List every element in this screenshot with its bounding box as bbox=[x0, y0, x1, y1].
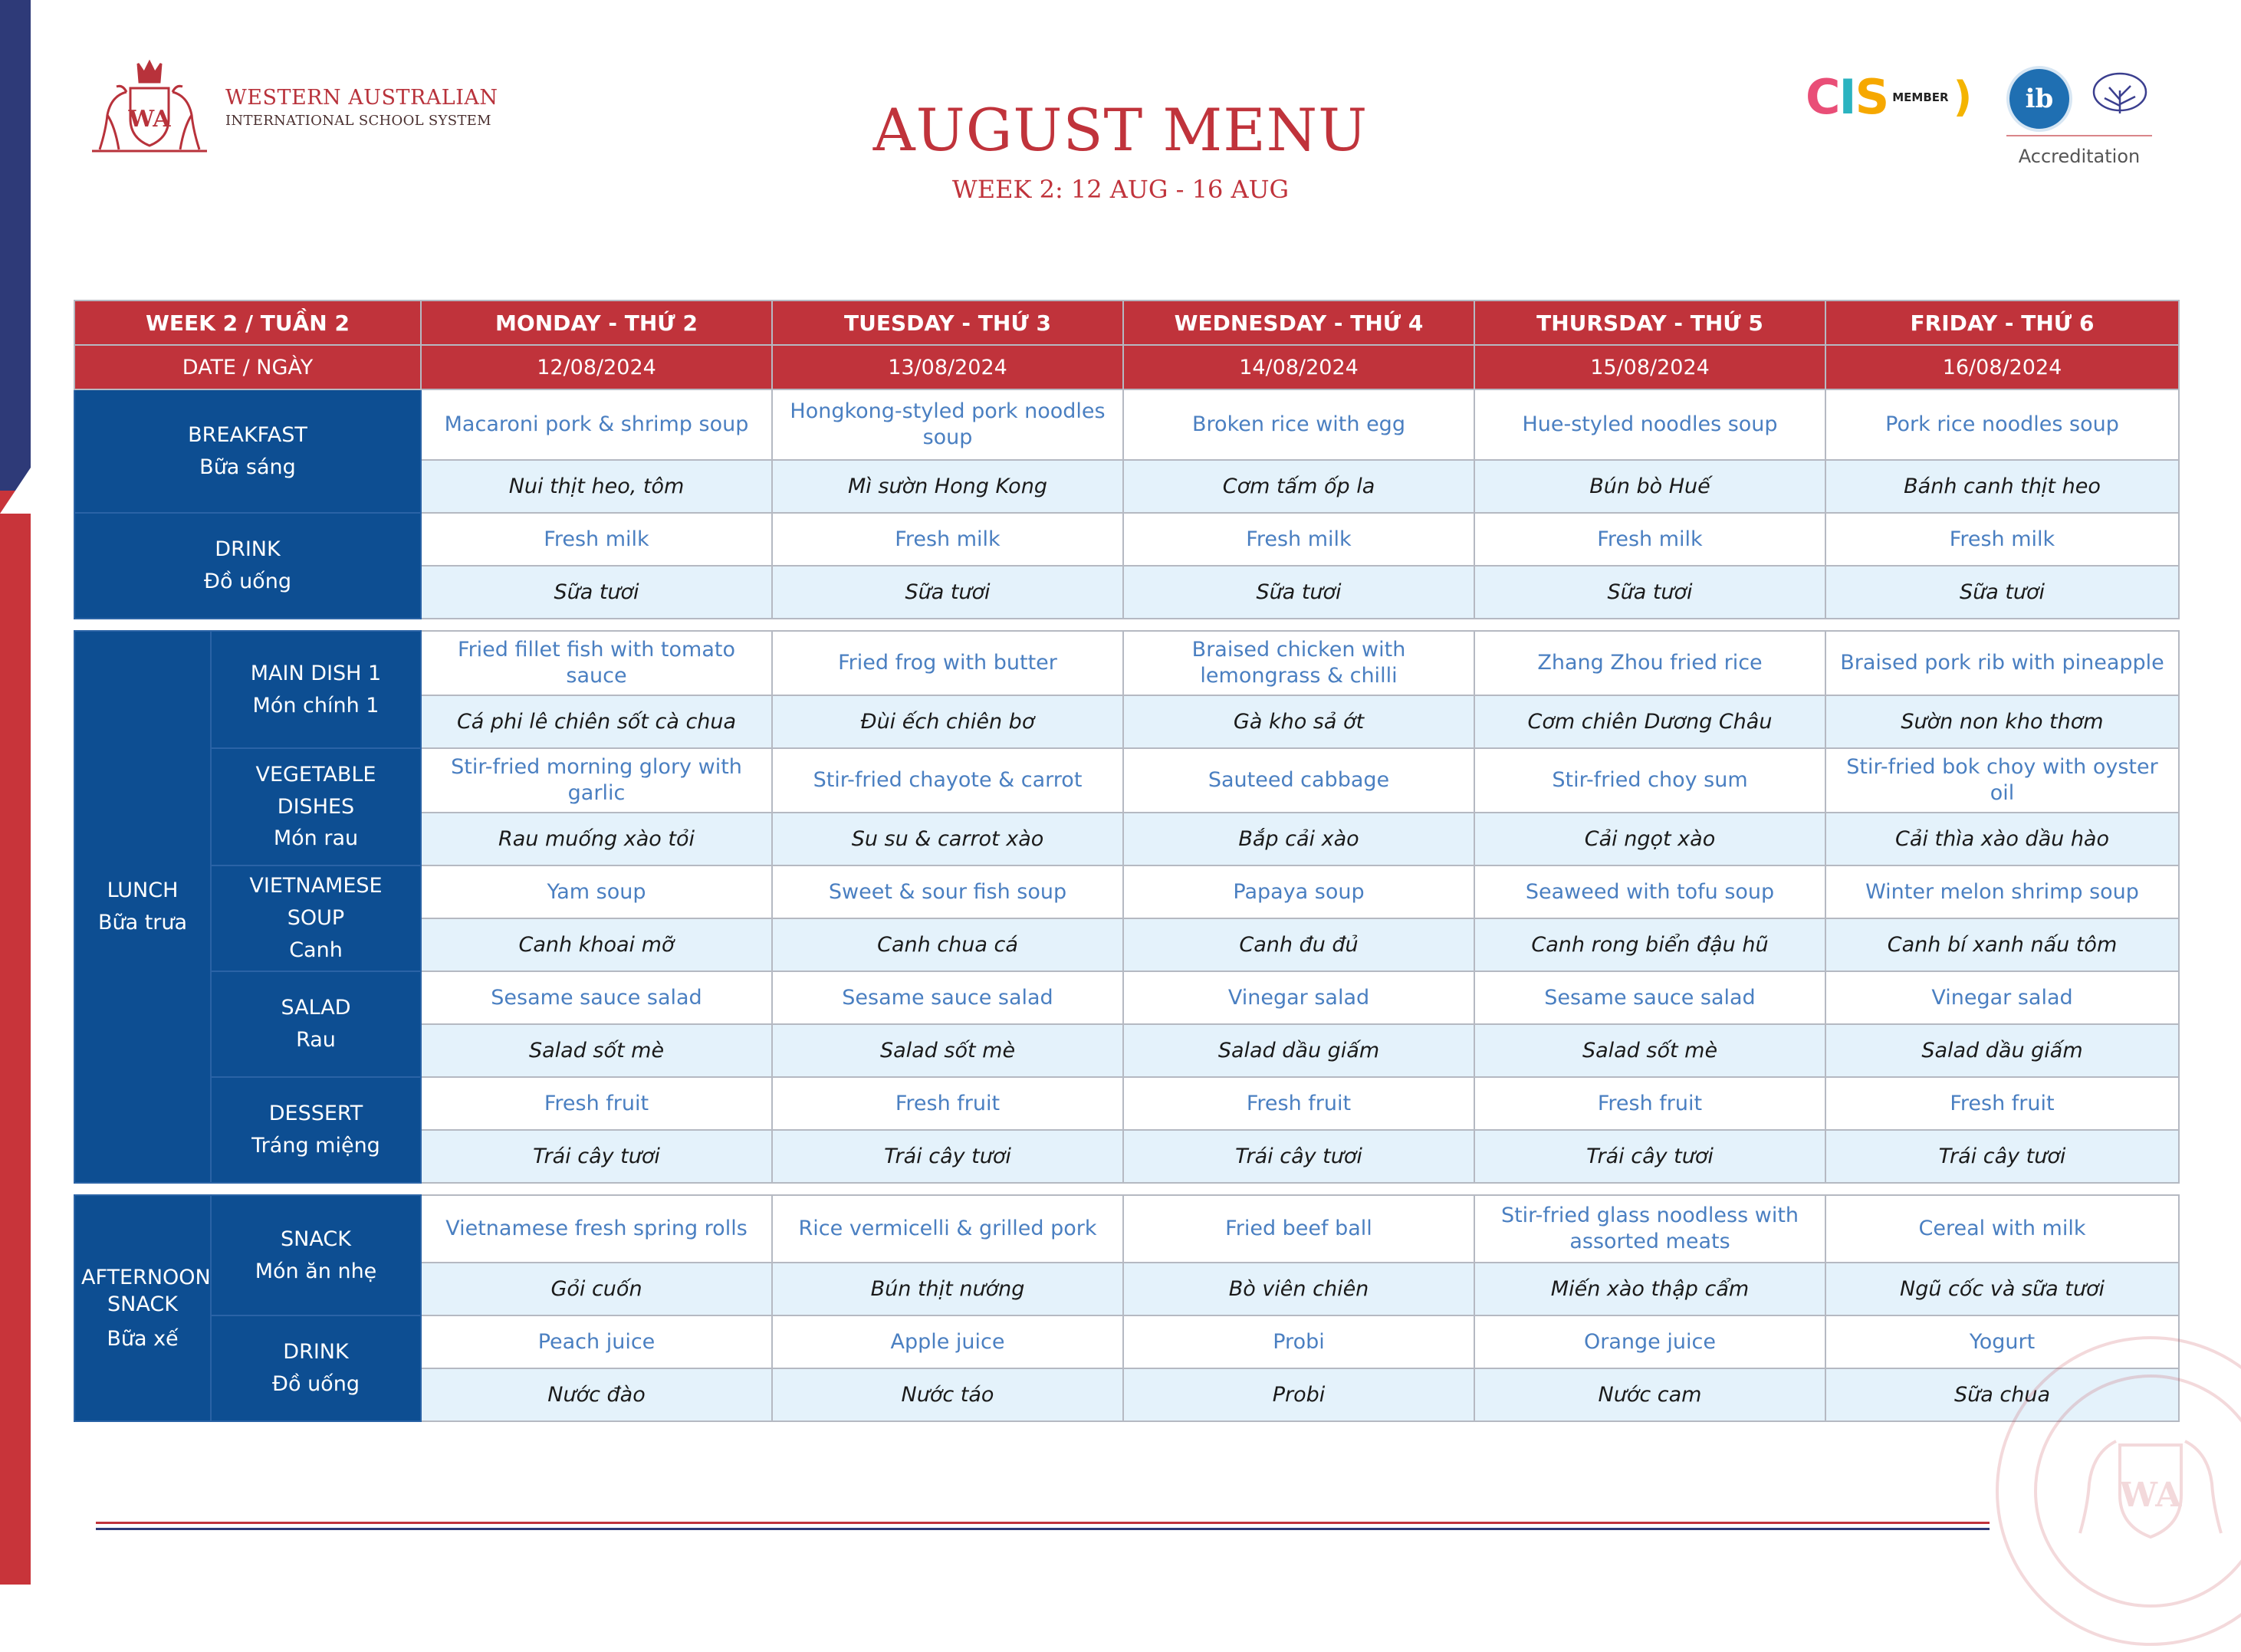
menu-cell-vn: Bánh canh thịt heo bbox=[1825, 460, 2179, 513]
menu-cell-vn: Canh chua cá bbox=[772, 918, 1123, 971]
menu-cell-vn: Canh bí xanh nấu tôm bbox=[1825, 918, 2179, 971]
dessert-label-vn: Tráng miệng bbox=[251, 1134, 380, 1158]
menu-cell-vn: Sữa chua bbox=[1825, 1368, 2179, 1421]
menu-cell-en: Fried frog with butter bbox=[772, 631, 1123, 695]
date-row bbox=[74, 345, 2179, 389]
menu-cell-vn: Bún bò Huế bbox=[1474, 460, 1825, 513]
menu-cell-vn: Sữa tươi bbox=[1474, 566, 1825, 619]
menu-table bbox=[74, 300, 2180, 1422]
ib-logo: ib bbox=[2006, 66, 2072, 132]
menu-cell-en: Stir-fried choy sum bbox=[1474, 748, 1825, 813]
lunch-label-en: LUNCH bbox=[107, 879, 179, 903]
vegetable-english-row bbox=[74, 748, 2179, 813]
menu-cell-vn: Cải ngọt xào bbox=[1474, 813, 1825, 865]
menu-cell-vn: Trái cây tươi bbox=[421, 1130, 772, 1183]
menu-cell-vn: Cơm tấm ốp la bbox=[1123, 460, 1474, 513]
menu-cell-en: Hue-styled noodles soup bbox=[1474, 389, 1825, 460]
menu-cell-en: Macaroni pork & shrimp soup bbox=[421, 389, 772, 460]
snack-category bbox=[211, 1195, 421, 1315]
afternoon-drink-category bbox=[211, 1315, 421, 1421]
menu-cell-vn: Nước táo bbox=[772, 1368, 1123, 1421]
accreditation-label: Accreditation bbox=[2018, 146, 2141, 167]
menu-cell-vn: Miến xào thập cẩm bbox=[1474, 1263, 1825, 1315]
breakfast-category bbox=[74, 389, 421, 513]
date-wednesday: 14/08/2024 bbox=[1123, 345, 1474, 389]
menu-cell-en: Stir-fried morning glory with garlic bbox=[421, 748, 772, 813]
snack-label-en: SNACK bbox=[281, 1227, 351, 1251]
menu-cell-en: Braised pork rib with pineapple bbox=[1825, 631, 2179, 695]
footer-line-red bbox=[96, 1522, 1990, 1524]
menu-cell-en: Braised chicken with lemongrass & chilli bbox=[1123, 631, 1474, 695]
menu-cell-vn: Nước cam bbox=[1474, 1368, 1825, 1421]
snack-label-vn: Món ăn nhẹ bbox=[255, 1259, 377, 1283]
menu-cell-vn: Trái cây tươi bbox=[1825, 1130, 2179, 1183]
menu-cell-vn: Mì sườn Hong Kong bbox=[772, 460, 1123, 513]
menu-cell-en: Sauteed cabbage bbox=[1123, 748, 1474, 813]
watermark-seal-icon bbox=[1990, 1330, 2241, 1652]
lunch-category bbox=[74, 631, 211, 1183]
dessert-category bbox=[211, 1077, 421, 1183]
menu-cell-en: Vinegar salad bbox=[1123, 971, 1474, 1024]
vegetable-label-vn: Món rau bbox=[273, 826, 359, 851]
menu-cell-en: Vietnamese fresh spring rolls bbox=[421, 1195, 772, 1263]
menu-cell-vn: Salad dầu giấm bbox=[1825, 1024, 2179, 1077]
svg-text:WA: WA bbox=[128, 106, 171, 133]
menu-cell-en: Zhang Zhou fried rice bbox=[1474, 631, 1825, 695]
menu-cell-vn: Salad dầu giấm bbox=[1123, 1024, 1474, 1077]
menu-cell-vn: Gỏi cuốn bbox=[421, 1263, 772, 1315]
menu-cell-en: Stir-fried chayote & carrot bbox=[772, 748, 1123, 813]
section-gap bbox=[74, 1183, 2179, 1195]
cis-logo-text: CIS bbox=[1806, 69, 1888, 125]
menu-cell-vn: Trái cây tươi bbox=[1474, 1130, 1825, 1183]
section-gap bbox=[74, 619, 2179, 631]
salad-label-en: SALAD bbox=[281, 996, 351, 1020]
menu-cell-en: Fresh fruit bbox=[772, 1077, 1123, 1130]
menu-cell-vn: Canh rong biển đậu hũ bbox=[1474, 918, 1825, 971]
menu-cell-en: Probi bbox=[1123, 1315, 1474, 1368]
footer-line-blue bbox=[96, 1528, 1990, 1530]
menu-cell-vn: Cá phi lê chiên sốt cà chua bbox=[421, 695, 772, 748]
menu-cell-vn: Bún thịt nướng bbox=[772, 1263, 1123, 1315]
menu-cell-en: Hongkong-styled pork noodles soup bbox=[772, 389, 1123, 460]
main-dish-label-en: MAIN DISH 1 bbox=[250, 661, 382, 685]
soup-label-vn: Canh bbox=[289, 938, 343, 962]
vegetable-label-en: VEGETABLE DISHES bbox=[255, 762, 376, 819]
menu-cell-en: Seaweed with tofu soup bbox=[1474, 865, 1825, 918]
breakfast-english-row bbox=[74, 389, 2179, 460]
menu-cell-vn: Đùi ếch chiên bơ bbox=[772, 695, 1123, 748]
menu-cell-en: Fresh milk bbox=[1825, 513, 2179, 566]
day-header-wednesday: WEDNESDAY - THỨ 4 bbox=[1123, 301, 1474, 345]
menu-cell-vn: Su su & carrot xào bbox=[772, 813, 1123, 865]
menu-cell-en: Pork rice noodles soup bbox=[1825, 389, 2179, 460]
page-title: AUGUST MENU bbox=[872, 96, 1369, 164]
table-header-row bbox=[74, 301, 2179, 345]
date-label: DATE / NGÀY bbox=[74, 345, 421, 389]
salad-category bbox=[211, 971, 421, 1077]
date-thursday: 15/08/2024 bbox=[1474, 345, 1825, 389]
afternoon-drink-label-vn: Đồ uống bbox=[272, 1372, 360, 1396]
menu-cell-en: Stir-fried glass noodless with assorted meats bbox=[1474, 1195, 1825, 1263]
menu-cell-vn: Sườn non kho thơm bbox=[1825, 695, 2179, 748]
vegetable-category bbox=[211, 748, 421, 865]
menu-cell-en: Fresh fruit bbox=[1825, 1077, 2179, 1130]
menu-cell-en: Rice vermicelli & grilled pork bbox=[772, 1195, 1123, 1263]
menu-cell-en: Fried beef ball bbox=[1123, 1195, 1474, 1263]
left-stripe-notch bbox=[0, 468, 31, 514]
cis-bracket-icon: ) bbox=[1953, 73, 1973, 121]
school-name-line2: INTERNATIONAL SCHOOL SYSTEM bbox=[225, 113, 491, 129]
menu-cell-vn: Sữa tươi bbox=[1825, 566, 2179, 619]
menu-cell-en: Peach juice bbox=[421, 1315, 772, 1368]
main-dish-english-row bbox=[74, 631, 2179, 695]
day-header-thursday: THURSDAY - THỨ 5 bbox=[1474, 301, 1825, 345]
left-stripe-red bbox=[0, 491, 31, 1585]
left-stripe-blue bbox=[0, 0, 31, 491]
accreditation-divider bbox=[2006, 135, 2152, 136]
afternoon-drink-english-row bbox=[74, 1315, 2179, 1368]
menu-cell-en: Yam soup bbox=[421, 865, 772, 918]
menu-cell-en: Vinegar salad bbox=[1825, 971, 2179, 1024]
breakfast-label-en: BREAKFAST bbox=[188, 422, 307, 447]
menu-cell-en: Sweet & sour fish soup bbox=[772, 865, 1123, 918]
menu-cell-vn: Cải thìa xào dầu hào bbox=[1825, 813, 2179, 865]
menu-cell-vn: Cơm chiên Dương Châu bbox=[1474, 695, 1825, 748]
page-subtitle: WEEK 2: 12 AUG - 16 AUG bbox=[951, 175, 1290, 204]
date-monday: 12/08/2024 bbox=[421, 345, 772, 389]
dessert-english-row bbox=[74, 1077, 2179, 1130]
menu-cell-en: Sesame sauce salad bbox=[421, 971, 772, 1024]
menu-cell-en: Fresh fruit bbox=[421, 1077, 772, 1130]
breakfast-drink-label-en: DRINK bbox=[215, 537, 281, 562]
soup-label-en: VIETNAMESE SOUP bbox=[249, 874, 383, 931]
menu-cell-vn: Sữa tươi bbox=[421, 566, 772, 619]
afternoon-label-vn: Bữa xế bbox=[107, 1327, 179, 1351]
afternoon-drink-label-en: DRINK bbox=[283, 1340, 349, 1365]
breakfast-drink-label-vn: Đồ uống bbox=[204, 570, 291, 593]
menu-cell-vn: Gà kho sả ớt bbox=[1123, 695, 1474, 748]
tree-logo-icon bbox=[2089, 69, 2151, 123]
day-header-monday: MONDAY - THỨ 2 bbox=[421, 301, 772, 345]
menu-cell-en: Fresh milk bbox=[421, 513, 772, 566]
menu-cell-en: Yogurt bbox=[1825, 1315, 2179, 1368]
menu-cell-en: Cereal with milk bbox=[1825, 1195, 2179, 1263]
afternoon-label-en: AFTERNOON SNACK bbox=[81, 1265, 211, 1316]
afternoon-snack-category bbox=[74, 1195, 211, 1421]
menu-cell-en: Stir-fried bok choy with oyster oil bbox=[1825, 748, 2179, 813]
menu-cell-vn: Sữa tươi bbox=[772, 566, 1123, 619]
breakfast-drink-english-row bbox=[74, 513, 2179, 566]
cis-member-logo bbox=[1806, 69, 1972, 125]
menu-cell-en: Broken rice with egg bbox=[1123, 389, 1474, 460]
menu-cell-en: Sesame sauce salad bbox=[772, 971, 1123, 1024]
menu-cell-vn: Probi bbox=[1123, 1368, 1474, 1421]
date-tuesday: 13/08/2024 bbox=[772, 345, 1123, 389]
menu-cell-vn: Bắp cải xào bbox=[1123, 813, 1474, 865]
soup-category bbox=[211, 865, 421, 971]
menu-cell-en: Sesame sauce salad bbox=[1474, 971, 1825, 1024]
cis-member-label: MEMBER bbox=[1892, 90, 1949, 104]
menu-cell-vn: Salad sốt mè bbox=[1474, 1024, 1825, 1077]
menu-cell-en: Fresh fruit bbox=[1474, 1077, 1825, 1130]
menu-cell-en: Fresh milk bbox=[1123, 513, 1474, 566]
main-dish-category bbox=[211, 631, 421, 748]
menu-cell-vn: Trái cây tươi bbox=[1123, 1130, 1474, 1183]
menu-cell-en: Fried fillet fish with tomato sauce bbox=[421, 631, 772, 695]
date-friday: 16/08/2024 bbox=[1825, 345, 2179, 389]
menu-cell-en: Papaya soup bbox=[1123, 865, 1474, 918]
svg-text:WA: WA bbox=[2119, 1476, 2182, 1515]
menu-cell-vn: Ngũ cốc và sữa tươi bbox=[1825, 1263, 2179, 1315]
snack-english-row bbox=[74, 1195, 2179, 1263]
week-label: WEEK 2 / TUẦN 2 bbox=[74, 301, 421, 345]
menu-cell-vn: Nước đào bbox=[421, 1368, 772, 1421]
menu-cell-en: Fresh fruit bbox=[1123, 1077, 1474, 1130]
salad-label-vn: Rau bbox=[296, 1028, 336, 1052]
soup-english-row bbox=[74, 865, 2179, 918]
lunch-label-vn: Bữa trưa bbox=[97, 911, 188, 934]
menu-cell-vn: Salad sốt mè bbox=[421, 1024, 772, 1077]
day-header-tuesday: TUESDAY - THỨ 3 bbox=[772, 301, 1123, 345]
menu-cell-vn: Bò viên chiên bbox=[1123, 1263, 1474, 1315]
breakfast-label-vn: Bữa sáng bbox=[199, 455, 296, 479]
salad-english-row bbox=[74, 971, 2179, 1024]
menu-cell-vn: Sữa tươi bbox=[1123, 566, 1474, 619]
menu-cell-vn: Canh khoai mỡ bbox=[421, 918, 772, 971]
accreditation-logos bbox=[1806, 69, 2158, 176]
menu-cell-en: Apple juice bbox=[772, 1315, 1123, 1368]
menu-cell-vn: Trái cây tươi bbox=[772, 1130, 1123, 1183]
menu-cell-en: Winter melon shrimp soup bbox=[1825, 865, 2179, 918]
menu-cell-en: Fresh milk bbox=[1474, 513, 1825, 566]
main-dish-label-vn: Món chính 1 bbox=[252, 693, 380, 718]
menu-cell-vn: Salad sốt mè bbox=[772, 1024, 1123, 1077]
menu-cell-en: Orange juice bbox=[1474, 1315, 1825, 1368]
menu-cell-vn: Nui thịt heo, tôm bbox=[421, 460, 772, 513]
menu-cell-vn: Rau muống xào tỏi bbox=[421, 813, 772, 865]
school-name-line1: WESTERN AUSTRALIAN bbox=[225, 86, 498, 110]
dessert-label-en: DESSERT bbox=[268, 1102, 363, 1126]
menu-cell-en: Fresh milk bbox=[772, 513, 1123, 566]
breakfast-drink-category bbox=[74, 513, 421, 619]
day-header-friday: FRIDAY - THỨ 6 bbox=[1825, 301, 2179, 345]
menu-cell-vn: Canh đu đủ bbox=[1123, 918, 1474, 971]
